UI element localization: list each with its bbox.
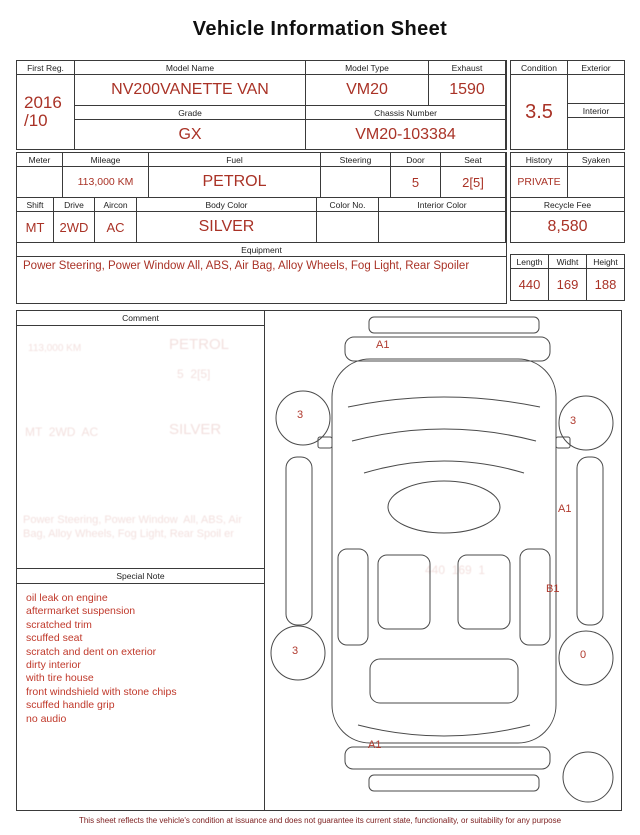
exterior-label: Exterior — [568, 61, 624, 74]
body-color-value: SILVER — [137, 212, 316, 242]
special-note-item: with tire house — [26, 672, 94, 685]
syaken-value — [568, 167, 624, 197]
fuel-value: PETROL — [149, 167, 320, 197]
mileage-label: Mileage — [63, 153, 148, 166]
meter-value — [17, 167, 62, 197]
recycle-fee-label: Recycle Fee — [511, 198, 624, 211]
length-value: 440 — [511, 269, 548, 300]
damage-mark-side-upper: A1 — [558, 503, 572, 515]
spec-table — [16, 152, 507, 304]
history-value: PRIVATE — [511, 167, 567, 197]
recycle-fee-block — [510, 197, 625, 243]
damage-mark-side-lower: B1 — [546, 583, 560, 595]
wheel-mark-front-right: 3 — [570, 415, 577, 427]
chassis-number-value: VM20-103384 — [306, 120, 505, 149]
exterior-grade-cell — [568, 75, 624, 103]
special-note-item: scratched trim — [26, 618, 92, 631]
length-label: Length — [511, 255, 548, 268]
spec-row-shift — [16, 197, 507, 243]
ghost-text: PETROL — [169, 336, 230, 353]
width-value: 169 — [549, 269, 586, 300]
page-title: Vehicle Information Sheet — [192, 18, 448, 40]
model-type-label: Model Type — [306, 61, 428, 74]
door-label: Door — [391, 153, 440, 166]
chassis-number-label: Chassis Number — [306, 106, 505, 119]
first-reg-value — [17, 75, 74, 149]
ghost-text: MT 2WD AC — [25, 425, 99, 439]
damage-mark-front: A1 — [376, 339, 390, 351]
grade-label: Grade — [75, 106, 305, 119]
damage-mark-rear: A1 — [368, 739, 382, 751]
first-reg-label: First Reg. — [17, 61, 74, 74]
special-note-label: Special Note — [17, 568, 264, 584]
comment-panel — [17, 311, 265, 810]
mileage-value: 113,000 KM — [63, 167, 148, 197]
height-value: 188 — [587, 269, 624, 300]
interior-label: Interior — [568, 104, 624, 117]
interior-grade-cell — [568, 118, 624, 149]
special-note-item: no audio — [26, 712, 67, 725]
history-block — [510, 152, 625, 198]
special-note-list — [17, 585, 264, 810]
drive-value: 2WD — [54, 212, 94, 242]
color-no-label: Color No. — [317, 198, 378, 211]
equipment-block — [16, 242, 507, 304]
steering-label: Steering — [321, 153, 390, 166]
condition-label: Condition — [511, 61, 567, 74]
syaken-label: Syaken — [568, 153, 624, 166]
first-reg-year: 2016 — [24, 93, 62, 112]
ghost-text: Power Steering, Power Window All, ABS, Air Bag, Alloy Wheels, Fog Light, Rear Spoil er — [23, 514, 245, 540]
disclaimer-text: This sheet reflects the vehicle's condition at issuance and does not guarantee its current state, functionality, or suitability for any purpose — [78, 816, 562, 825]
special-note-item: front windshield with stone chips — [26, 685, 177, 698]
wheel-mark-rear-right: 0 — [580, 649, 587, 661]
ghost-text: 113,000 KM — [28, 343, 82, 354]
body-color-label: Body Color — [137, 198, 316, 211]
main-body — [16, 310, 622, 811]
special-note-item: dirty interior — [26, 659, 81, 672]
grade-value: GX — [75, 120, 305, 149]
dimensions-block — [510, 254, 625, 301]
registration-table — [16, 60, 507, 150]
seat-label: Seat — [441, 153, 505, 166]
special-note-item: scuffed seat — [26, 632, 83, 645]
seat-value: 2[5] — [441, 167, 505, 197]
condition-score: 3.5 — [511, 75, 567, 149]
ghost-text: 440 169 1 — [425, 563, 486, 577]
history-recycle-table — [510, 152, 625, 301]
first-reg-month: /10 — [24, 111, 48, 130]
comment-label: Comment — [17, 311, 264, 326]
ghost-text: SILVER — [169, 421, 222, 438]
spec-row-meter — [16, 152, 507, 198]
exhaust-label: Exhaust — [429, 61, 505, 74]
special-note-item: aftermarket suspension — [26, 605, 136, 618]
interior-color-label: Interior Color — [379, 198, 505, 211]
recycle-fee-value: 8,580 — [511, 212, 624, 242]
steering-value — [321, 167, 390, 197]
exhaust-value: 1590 — [429, 75, 505, 105]
aircon-label: Aircon — [95, 198, 136, 211]
vehicle-diagram — [266, 311, 623, 812]
shift-label: Shift — [17, 198, 53, 211]
color-no-value — [317, 212, 378, 242]
special-note-item: oil leak on engine — [26, 592, 108, 604]
model-name-label: Model Name — [75, 61, 305, 74]
height-label: Height — [587, 255, 624, 268]
special-note-item: scuffed handle grip — [26, 699, 115, 712]
ghost-text: 5 2[5] — [177, 367, 211, 381]
door-value: 5 — [391, 167, 440, 197]
wheel-mark-front-left: 3 — [297, 409, 304, 421]
aircon-value: AC — [95, 212, 136, 242]
condition-table — [510, 60, 625, 150]
equipment-label: Equipment — [17, 243, 506, 256]
shift-value: MT — [17, 212, 53, 242]
fuel-label: Fuel — [149, 153, 320, 166]
history-label: History — [511, 153, 567, 166]
meter-label: Meter — [17, 153, 62, 166]
special-note-item: scratch and dent on exterior — [26, 645, 157, 658]
interior-color-value — [379, 212, 505, 242]
model-type-value: VM20 — [306, 75, 428, 105]
model-name-value: NV200VANETTE VAN — [75, 75, 305, 105]
equipment-value: Power Steering, Power Window All, ABS, Air Bag, Alloy Wheels, Fog Light, Rear Spoiler — [17, 257, 506, 303]
drive-label: Drive — [54, 198, 94, 211]
car-top-view-drawing — [266, 311, 623, 812]
wheel-mark-rear-left: 3 — [292, 645, 299, 657]
width-label: Widht — [549, 255, 586, 268]
